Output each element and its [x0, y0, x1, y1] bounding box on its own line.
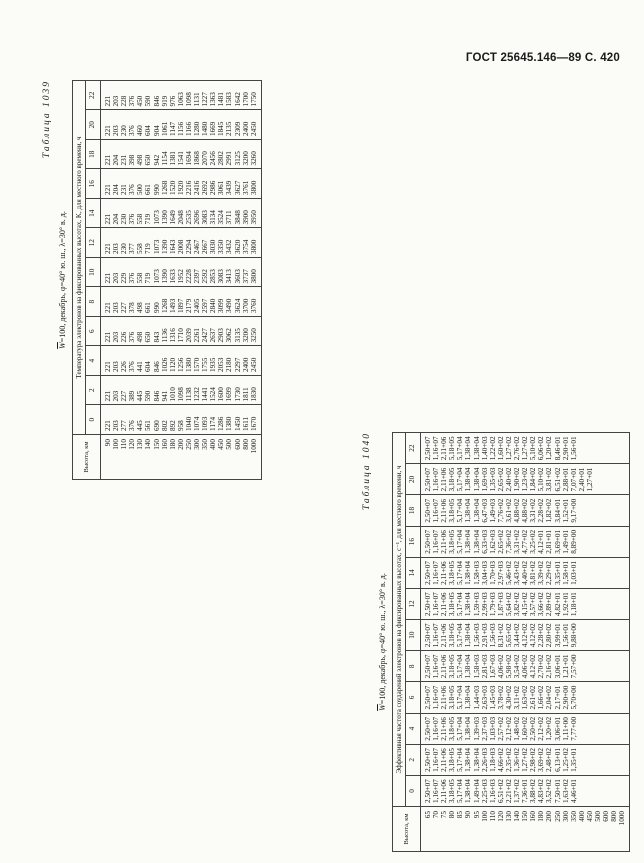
row-header: Высота, км: [393, 807, 421, 852]
value-column: 221 203 227 378 498 661 990 1268 1493 1897 2179 2405 2597 2840 3099 3490 3624 3700 3760: [101, 287, 262, 317]
value-column: 2,50+07 1,16+07 2,11+06 3,18+05 5,17+04 1,38+04 1,59+03 2,99+03 1,79+03 1,87+03 5,64+02 3,82+02 4,15+02 3,57+02 3,66+02 2,89+02 4,82+01 1,92+01 1,18+01: [421, 588, 630, 619]
column-header: 12: [86, 228, 101, 258]
column-header: 2: [86, 376, 101, 406]
value-column: 2,50+07 1,16+07 2,11+06 3,18+05 5,17+04 1,38+04 1,39+03 2,37+03 1,03+03 2,57+02 2,12+02 1,48+02 1,60+02 2,50+02 2,12+02 1,20+02 3,06+01 1,11+00 7,77+00: [421, 713, 630, 744]
data-table: [72, 80, 262, 480]
table-caption: $\overline{W}=100$, декабрь, φ=40° ю. ш., λ=30° в. д.: [58, 211, 67, 349]
value-column: 2,50+07 1,16+07 2,11+06 3,18+05 5,17+04 1,38+04 1,44+03 2,63+03 1,45+03 3,78+02 4,30+02 3,11+02 1,63+02 2,61+02 1,66+02 2,04+02 2,17+01 2,90+00 5,70+00: [421, 682, 630, 713]
value-column: 2,50+07 1,16+07 2,11+06 3,18+05 5,17+04 1,38+04 1,56+03 2,91+03 1,56+03 8,31+02 5,65+02 3,44+02 4,12+02 4,12+02 2,28+02 2,80+02 3,99+01 1,56+01 9,88+00: [421, 620, 630, 651]
value-column: 221 203 226 376 498 650 843 1136 1316 1710 2039 2261 2427 2637 2903 3062 3135 3200 3250: [101, 317, 262, 347]
value-column: 2,50+07 1,16+07 2,11+06 3,18+05 5,17+04 1,38+04 1,58+03 2,81+03 1,67+03 4,06+02 5,98+02 3,54+02 4,06+02 4,12+02 2,70+02 2,16+02 3,06+01 1,21+01 7,57+00: [421, 651, 630, 682]
value-column: 2,50+07 1,16+07 2,11+06 3,18+05 5,17+04 1,38+04 1,38+04 6,47+03 1,49+03 7,76+02 3,61+02 4,88+02 4,88+02 3,31+02 2,28+02 1,82+02 3,84+01 1,52+01 9,17+00: [421, 495, 630, 526]
value-column: 2,50+07 1,16+07 2,11+06 3,18+05 5,17+04 1,38+04 1,49+04 2,25+03 1,16+03 6,51+02 2,21+02 1,37+02 7,36+01 3,88+02 4,83+02 3,52+02 7,50+01 1,63+02 4,46+01: [421, 775, 630, 806]
column-header: 0: [406, 775, 421, 806]
column-header: 16: [86, 169, 101, 199]
column-header: 6: [86, 317, 101, 347]
value-column: 221 203 277 376 445 561 690 802 892 958 1040 1074 1093 1174 1286 1380 1450 1611 1670: [101, 405, 262, 435]
column-header: 20: [86, 110, 101, 140]
column-header: 6: [406, 682, 421, 713]
value-column: 2,50+07 1,16+07 2,11+06 3,18+05 5,17+04 1,38+04 1,38+04 6,33+03 1,62+03 2,65+02 7,36+02 3,31+02 4,77+02 3,25+02 4,12+01 2,81+01 3,69+01 1,49+01 8,89+00: [421, 526, 630, 557]
column-header: 2: [406, 744, 421, 775]
table-1040-block: [362, 432, 644, 852]
value-column: 221 203 229 376 558 719 1073 1390 1633 1952 2228 2397 2592 2853 3083 3413 3603 3737 3800: [101, 258, 262, 288]
value-column: 221 203 227 389 445 590 846 941 1010 1098 1138 1232 1441 1524 1600 1699 1730 1811 1830: [101, 376, 262, 406]
value-column: 2,50+07 1,16+07 2,11+06 3,18+05 5,17+04 1,38+04 1,58+03 3,04+03 1,70+03 2,97+03 5,46+02 3,43+02 4,40+02 3,81+02 3,39+02 2,29+02 3,35+01 1,58+01 1,03+01: [421, 557, 630, 588]
value-column: 221 203 230 376 460 604 904 1061 1147 1156 1166 1280 1480 1669 1845 2135 2309 2400 2450: [101, 110, 262, 140]
value-column: 2,50+07 1,16+07 2,11+06 3,18+05 5,17+04 1,38+04 1,38+04 2,26+03 1,18+03 4,66+02 2,35+02 1,36+02 1,27+02 2,98+02 3,69+02 2,48+02 6,13+01 1,25+02 1,35+01: [421, 744, 630, 775]
column-header: 22: [406, 433, 421, 464]
data-table: [392, 432, 630, 852]
column-header: 10: [86, 258, 101, 288]
column-header: 14: [86, 199, 101, 229]
column-header: 8: [406, 651, 421, 682]
value-column: 221 203 228 376 450 590 846 919 976 1063 1098 1131 1227 1363 1481 1583 1642 1700 1750: [101, 81, 262, 111]
value-column: 221 203 230 377 558 719 1073 1390 1643 2008 2294 2467 2667 3030 3350 3432 3620 3754 3800: [101, 228, 262, 258]
value-column: 2,50+07 1,16+07 2,11+06 3,18+05 5,17+04 1,38+04 1,38+04 1,69+03 1,35+03 2,65+02 2,40+02 1,90+02 1,23+02 1,84+02 5,10+02 3,81+02 6,51+02 2,88+01 7,07+01 2,40+01 1,27+01: [421, 464, 630, 495]
value-column: 221 204 231 376 500 661 990 1268 1520 1920 2216 2416 2692 2986 3061 3439 3627 3761 3800: [101, 169, 262, 199]
document-header: ГОСТ 25645.146—89 С. 420: [465, 52, 620, 64]
value-column: 221 204 230 376 558 719 1073 1390 1649 2048 2535 2696 3083 3134 3524 3711 3848 3900 3950: [101, 199, 262, 229]
span-header: Температура электронов на фиксированных высотах, K, для местного времени, ч: [73, 81, 86, 435]
span-header: Эффективная частота соударений электронов на фиксированных высотах, с⁻¹, для местного времени, ч: [393, 433, 406, 807]
column-header: 12: [406, 588, 421, 619]
column-header: 22: [86, 81, 101, 111]
column-header: 16: [406, 526, 421, 557]
table-number: Таблица 1040: [362, 432, 372, 511]
height-values: 65 70 75 80 85 90 95 100 110 120 130 140 150 160 180 200 250 300 350 400 450 500 600 800 1000: [421, 807, 630, 852]
column-header: 10: [406, 620, 421, 651]
value-column: 221 204 231 398 498 650 942 1154 1381 1541 1694 1868 2070 2456 2802 2991 3125 3200 3260: [101, 140, 262, 170]
column-header: 18: [86, 140, 101, 170]
column-header: 14: [406, 557, 421, 588]
value-column: 2,50+07 1,16+07 2,11+06 5,18+05 5,17+04 1,38+04 1,38+04 1,40+03 1,22+02 1,60+02 1,27+02 2,76+02 1,27+02 5,10+02 6,06+02 1,20+02 8,46+01 2,90+01 1,56+01: [421, 433, 630, 464]
column-header: 20: [406, 464, 421, 495]
height-values: 90 100 110 120 130 140 150 160 180 200 250 300 350 400 450 500 600 800 1000: [101, 435, 262, 480]
column-header: 4: [406, 713, 421, 744]
table-1039-block: [42, 80, 582, 480]
row-header: Высота, км: [73, 435, 101, 480]
column-header: 0: [86, 405, 101, 435]
table-number: Таблица 1039: [42, 80, 52, 159]
table-caption: $\overline{W}=100$, декабрь, φ=40° ю. ш., λ=30° в. д.: [378, 573, 387, 711]
column-header: 18: [406, 495, 421, 526]
column-header: 8: [86, 287, 101, 317]
column-header: 4: [86, 346, 101, 376]
value-column: 221 203 226 376 441 604 846 1026 1120 1256 1380 1570 1755 1935 2053 2180 2297 2400 2450: [101, 346, 262, 376]
